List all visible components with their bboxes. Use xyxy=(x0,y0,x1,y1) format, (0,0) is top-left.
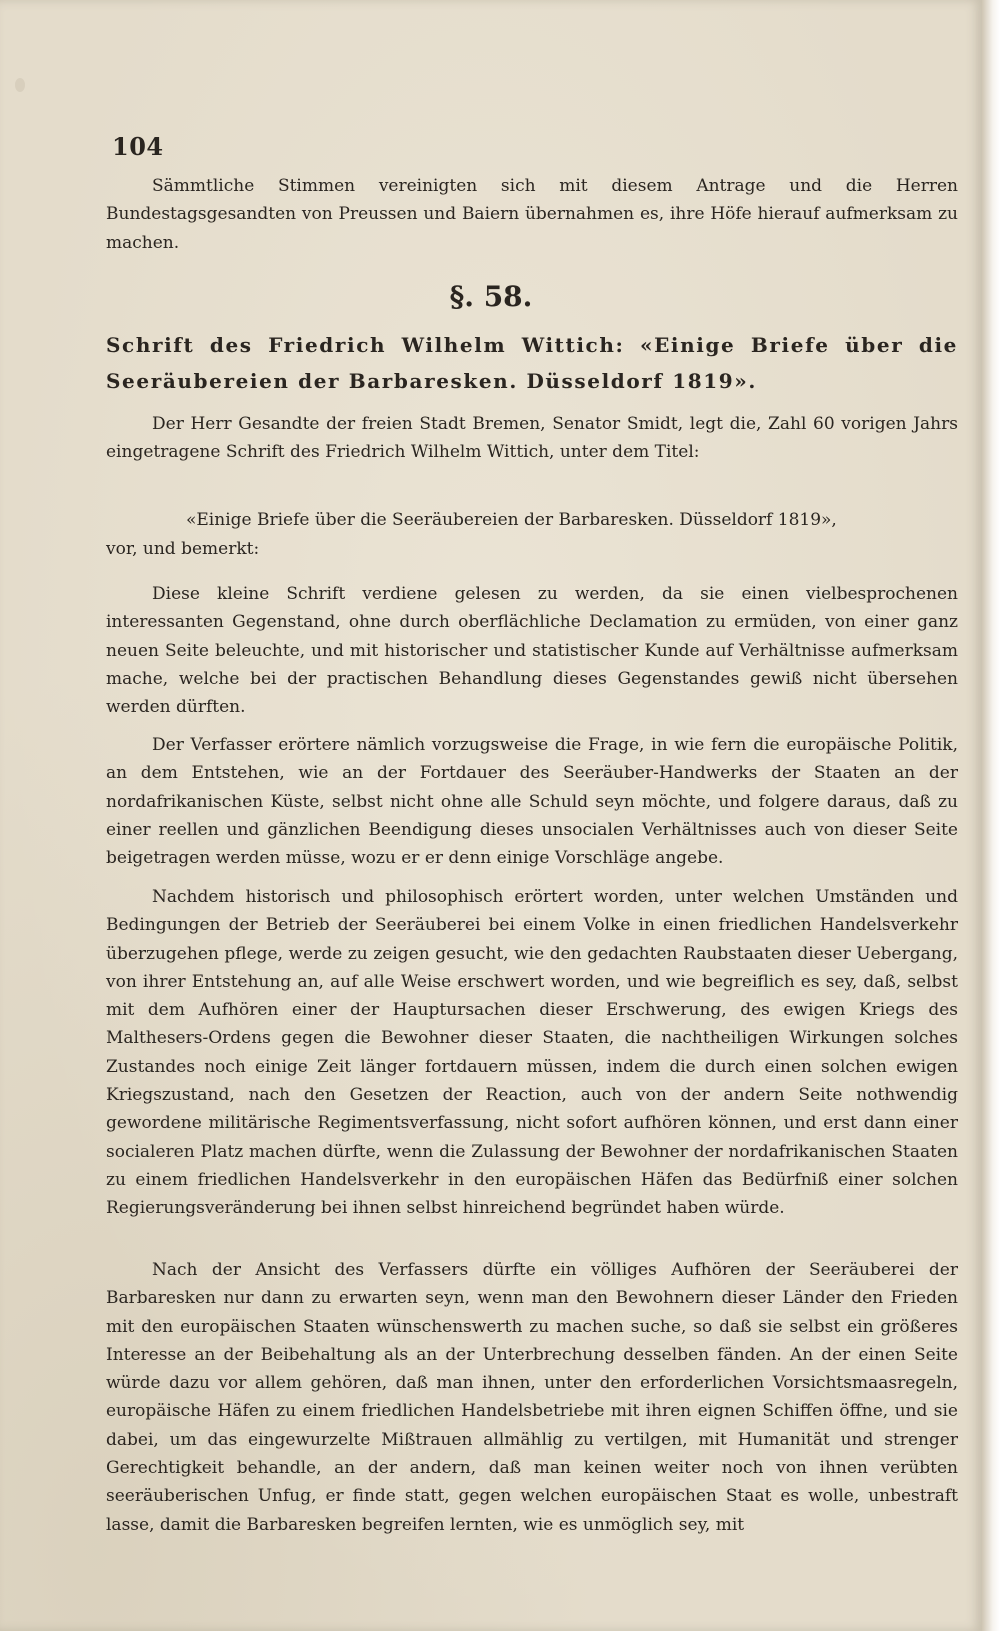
paragraph-1-text: Der Herr Gesandte der freien Stadt Bremen, Senator Smidt, legt die, Zahl 60 vorigen Jahrs eingetragene Schrift des Friedrich Wilhelm Wittich, unter dem Titel: xyxy=(106,414,958,463)
section-heading: Schrift des Friedrich Wilhelm Wittich: «Einige Briefe über die Seeräubereien der Barbaresken. Düsseldorf 1819». xyxy=(106,333,958,393)
paragraph-5-text: Nach der Ansicht des Verfassers dürfte ein völliges Aufhören der Seeräuberei der Barbaresken nur dann zu erwarten seyn, wenn man den Bewohnern dieser Länder den Frieden mit den europäischen Staaten wünschenswerth zu machen suche, so daß sie selbst ein größeres Interesse an der Beibehaltung als an der Unterbrechung desselben fänden. An der einen Seite würde dazu vor allem gehören, daß man ihnen, unter den erforderlichen Vorsichtsmaasregeln, europäische Häfen zu einem friedlichen Handelsbetriebe mit ihren eignen Schiffen öffne, und sie dabei, um das eingewurzelte Mißtrauen allmählig zu vertilgen, mit Humanität und strenger Gerechtigkeit behandle, an der andern, daß man keinen weiter noch von ihnen verübten seeräuberischen Unfug, er finde statt, gegen welchen europäischen Staat es wolle, unbestraft lasse, damit die Barbaresken begreifen lernten, wie es unmöglich sey, mit xyxy=(106,1260,958,1535)
paragraph-3 xyxy=(106,731,958,872)
paragraph-2 xyxy=(106,580,958,721)
intro-paragraph xyxy=(106,172,958,257)
intro-text: Sämmtliche Stimmen vereinigten sich mit diesem Antrage und die Herren Bundestagsgesandten von Preussen und Baiern übernahmen es, ihre Höfe hierauf aufmerksam zu machen. xyxy=(106,176,958,253)
paragraph-1 xyxy=(106,410,958,467)
section-number: §. 58. xyxy=(449,280,533,313)
page-number: 104 xyxy=(112,132,164,161)
paragraph-4 xyxy=(106,883,958,1223)
paragraph-4-text: Nachdem historisch und philosophisch erörtert worden, unter welchen Umständen und Bedingungen der Betrieb der Seeräuberei bei einem Volke in einen friedlichen Handelsverkehr überzugehen pflege, werde zu zeigen gesucht, wie den gedachten Raubstaaten dieser Uebergang, von ihrer Entstehung an, auf alle Weise erschwert worden, und wie begreiflich es sey, daß, selbst mit dem Aufhören einer der Hauptursachen dieser Erschwerung, des ewigen Kriegs des Malthesers-Ordens gegen die Bewohner dieser Staaten, die nachtheiligen Wirkungen solches Zustandes noch einige Zeit länger fortdauern müssen, indem die durch einen solchen ewigen Kriegszustand, nach den Gesetzen der Reaction, auch von der andern Seite nothwendig gewordene militärische Regimentsverfassung, nicht sofort aufhören können, und erst dann einer socialeren Platz machen dürfte, wenn die Zulassung der Bewohner der nordafrikanischen Staaten zu einem friedlichen Handelsverkehr in den europäischen Häfen das Bedürfniß einer solchen Regierungsveränderung bei ihnen selbst hinreichend begründet haben würde. xyxy=(106,887,958,1219)
quoted-title-text: «Einige Briefe über die Seeräubereien der Barbaresken. Düsseldorf 1819», xyxy=(186,510,837,530)
after-quote-text: vor, und bemerkt: xyxy=(106,539,260,559)
paragraph-3-text: Der Verfasser erörtere nämlich vorzugsweise die Frage, in wie fern die europäische Politik, an dem Entstehen, wie an der Fortdauer des Seeräuber-Handwerks der Staaten an der nordafrikanischen Küste, selbst nicht ohne alle Schuld seyn möchte, und folgere daraus, daß zu einer reellen und gänzlichen Beendigung dieses unsocialen Verhältnisses auch von dieser Seite beigetragen werden müsse, wozu er er denn einige Vorschläge angebe. xyxy=(106,735,958,869)
paragraph-5 xyxy=(106,1256,958,1539)
paragraph-2-text: Diese kleine Schrift verdiene gelesen zu werden, da sie einen vielbesprochenen interessanten Gegenstand, ohne durch oberflächliche Declamation zu ermüden, von einer ganz neuen Seite beleuchte, und mit historischer und statistischer Kunde auf Verhältnisse aufmerksam mache, welche bei der practischen Behandlung dieses Gegenstandes gewiß nicht übersehen werden dürften. xyxy=(106,584,958,718)
quoted-title xyxy=(106,506,958,534)
after-quote xyxy=(106,535,958,563)
paper-stain xyxy=(15,78,25,92)
page-edge xyxy=(982,0,1000,1631)
